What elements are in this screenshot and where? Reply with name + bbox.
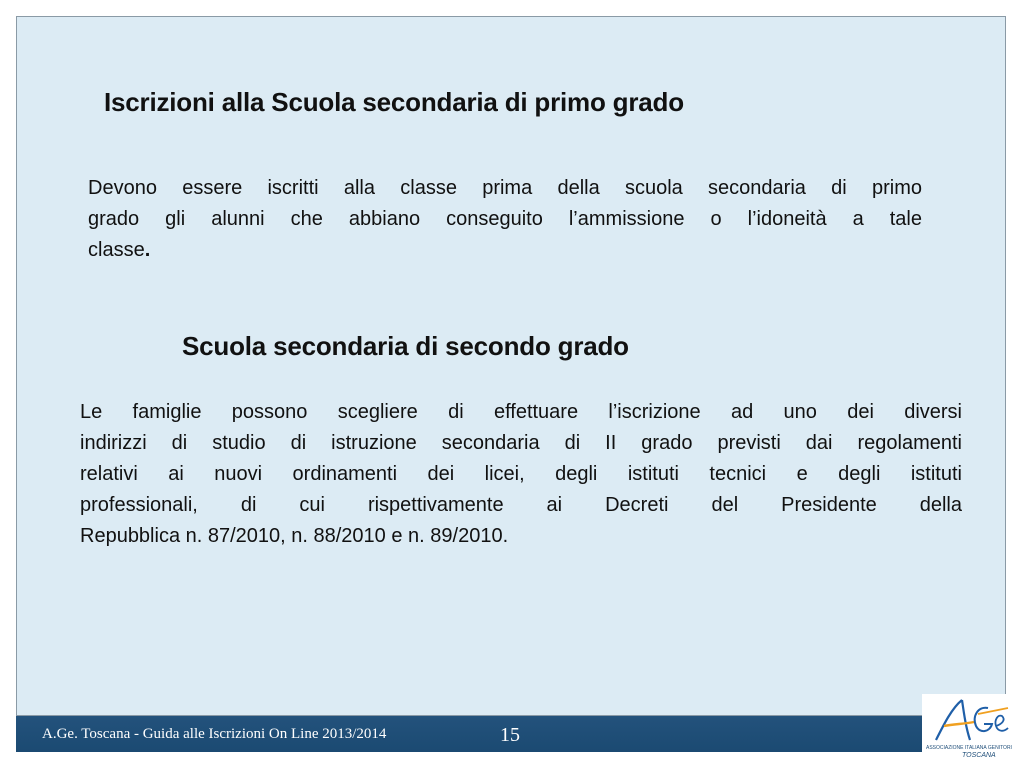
heading-primo-grado: Iscrizioni alla Scuola secondaria di primo grado [104,87,684,117]
paragraph-line-text: classe [88,239,145,261]
paragraph-line: Repubblica n. 87/2010, n. 88/2010 e n. 89/2010. [80,525,509,547]
paragraph-end-period: . [144,239,151,261]
paragraph-line: indirizzi di studio di istruzione secondaria di II grado previsti dai regolamenti [80,432,962,454]
paragraph-secondo-grado [80,397,962,552]
paragraph-line: Le famiglie possono scegliere di effettuare l’iscrizione ad uno dei diversi [80,401,962,423]
age-logo [922,694,1014,762]
heading-secondo-grado: Scuola secondaria di secondo grado [182,331,629,361]
paragraph-primo-grado [88,173,922,266]
logo-subtitle: TOSCANA [962,752,996,759]
page-number: 15 [500,724,520,746]
paragraph-line [88,235,922,266]
content-panel [16,16,1006,716]
paragraph-line: professionali, di cui rispettivamente ai Decreti del Presidente della [80,494,962,516]
age-logo-icon [922,694,1014,746]
paragraph-line: grado gli alunni che abbiano conseguito l’ammissione o l’idoneità a tale [88,208,922,230]
paragraph-line: Devono essere iscritti alla classe prima della scuola secondaria di primo [88,177,922,199]
paragraph-line: relativi ai nuovi ordinamenti dei licei, degli istituti tecnici e degli istituti [80,463,962,485]
logo-caption: ASSOCIAZIONE ITALIANA GENITORI [926,745,1012,751]
footer-text: A.Ge. Toscana - Guida alle Iscrizioni On Line 2013/2014 [42,726,387,742]
